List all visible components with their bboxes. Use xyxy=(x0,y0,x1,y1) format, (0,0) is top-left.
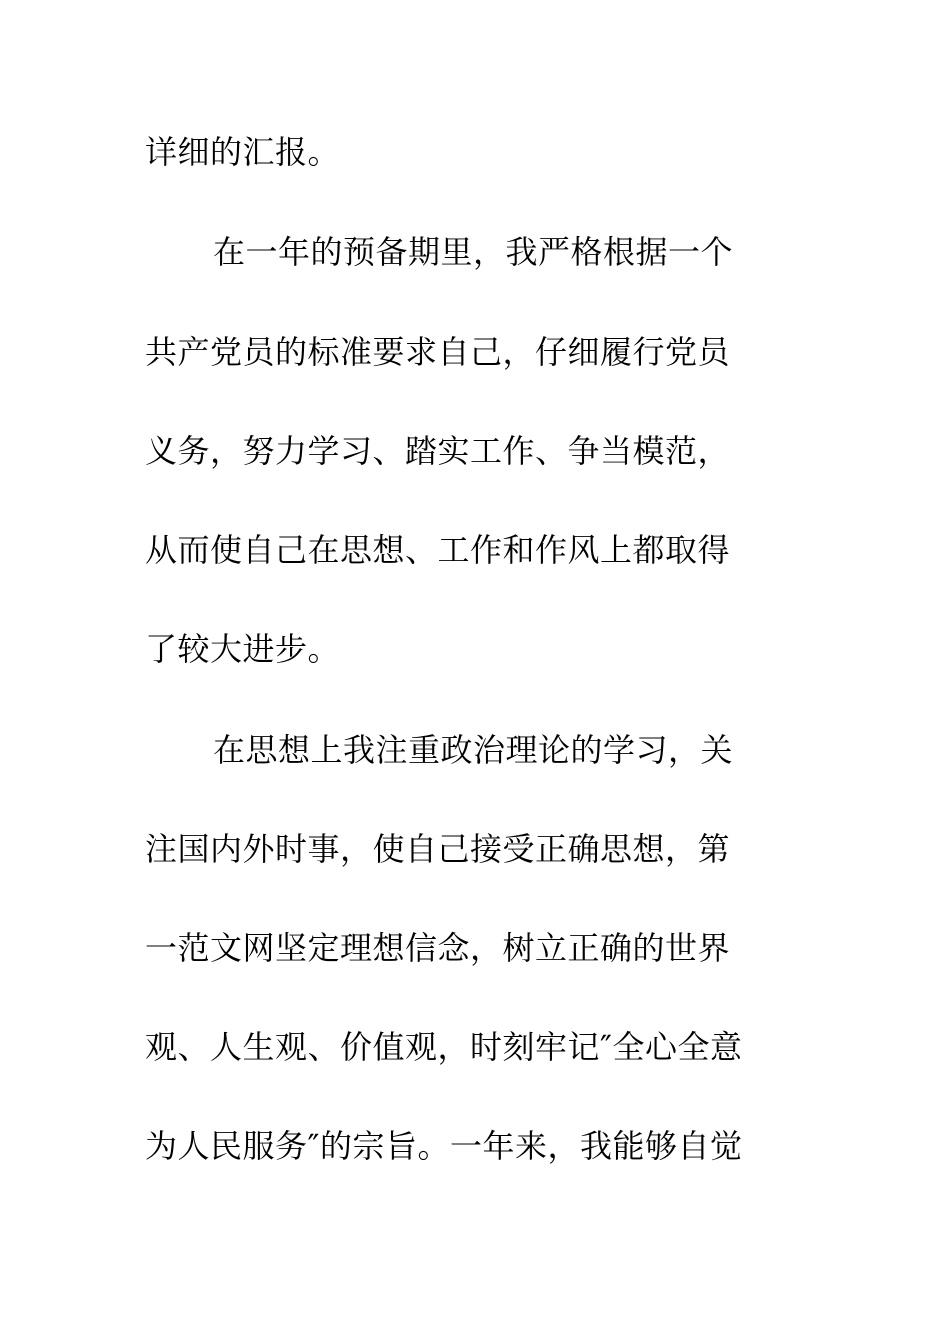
paragraph-3-line-3: 一范文网坚定理想信念，树立正确的世界 xyxy=(145,929,731,967)
paragraph-2-line-4: 从而使自己在思想、工作和作风上都取得 xyxy=(145,531,731,569)
paragraph-3-line-5: 为人民服务″的宗旨。一年来，我能够自觉 xyxy=(145,1127,743,1165)
paragraph-2-line-5: 了较大进步。 xyxy=(145,630,341,668)
paragraph-2-line-3: 义务，努力学习、踏实工作、争当模范， xyxy=(145,432,731,470)
paragraph-3-line-4: 观、人生观、价值观，时刻牢记″全心全意 xyxy=(145,1028,743,1066)
paragraph-3-line-1: 在思想上我注重政治理论的学习，关 xyxy=(213,731,734,769)
paragraph-2-line-2: 共产党员的标准要求自己，仔细履行党员 xyxy=(145,333,731,371)
paragraph-3-line-2: 注国内外时事，使自己接受正确思想，第 xyxy=(145,830,731,868)
paragraph-2-line-1: 在一年的预备期里，我严格根据一个 xyxy=(213,233,734,271)
text-line-1: 详细的汇报。 xyxy=(145,133,341,171)
